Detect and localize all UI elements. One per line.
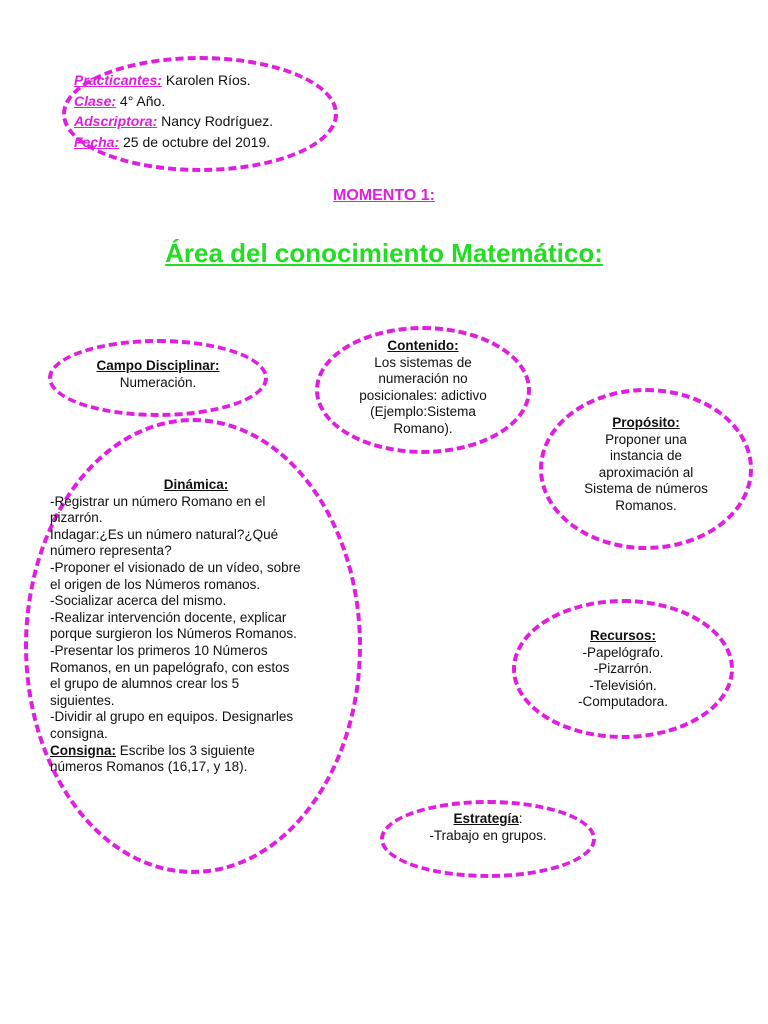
campo-title: Campo Disciplinar:	[96, 358, 220, 373]
recursos-box	[533, 628, 713, 711]
dinamica-line: -Registrar un número Romano en el	[50, 493, 266, 509]
dinamica-line: Indagar:¿Es un número natural?¿Qué	[50, 526, 279, 542]
contenido-line: numeración no	[378, 371, 468, 386]
clase-value: 4° Año.	[116, 92, 166, 109]
estrategia-heading	[398, 811, 578, 828]
dinamica-line: consigna.	[50, 725, 108, 741]
estrategia-title: Estrategía	[453, 811, 519, 826]
recursos-title: Recursos:	[589, 628, 657, 643]
consigna-line-2: números Romanos (16,17, y 18).	[50, 759, 248, 775]
area-title: Área del conocimiento Matemático:	[165, 238, 603, 268]
dinamica-line: -Realizar intervención docente, explicar	[50, 609, 287, 625]
practicantes-label: Practicantes:	[74, 72, 162, 88]
proposito-title: Propósito:	[612, 415, 680, 430]
dinamica-line: pizarrón.	[50, 510, 103, 526]
contenido-line: Los sistemas de	[374, 354, 472, 370]
recursos-item: -Pizarrón.	[593, 661, 653, 676]
consigna-text: Escribe los 3 siguiente	[116, 742, 255, 758]
dinamica-line: Romanos, en un papelógrafo, con estos	[50, 659, 290, 675]
recursos-item: -Papelógrafo.	[582, 644, 664, 660]
fecha-line	[74, 132, 270, 153]
contenido-line: Romano).	[393, 420, 453, 436]
fecha-value: 25 de octubre del 2019.	[119, 133, 271, 150]
proposito-line: Proponer una	[605, 431, 687, 447]
dinamica-line: porque surgieron los Números Romanos.	[50, 626, 297, 642]
consigna-line	[50, 743, 342, 760]
contenido-line: (Ejemplo:Sistema	[370, 404, 476, 419]
adscriptora-value: Nancy Rodríguez.	[157, 113, 274, 129]
recursos-item: -Computadora.	[577, 694, 669, 709]
campo-box	[68, 358, 248, 391]
dinamica-line: número representa?	[50, 543, 172, 559]
dinamica-line: -Presentar los primeros 10 Números	[50, 642, 268, 658]
contenido-title: Contenido:	[387, 338, 459, 353]
dinamica-line: -Dividir al grupo en equipos. Designarles	[50, 709, 294, 725]
campo-text: Numeración.	[119, 374, 197, 390]
dinamica-line: el origen de los Números romanos.	[50, 576, 261, 592]
estrategia-colon: :	[518, 811, 523, 826]
clase-line	[74, 91, 165, 112]
dinamica-line: siguientes.	[50, 692, 115, 708]
proposito-line: Romanos.	[615, 497, 677, 513]
contenido-box	[333, 338, 513, 437]
adscriptora-line	[74, 111, 273, 132]
practicantes-value: Karolen Ríos.	[161, 72, 251, 88]
dinamica-line: -Proponer el visionado de un vídeo, sobre	[50, 559, 301, 575]
dinamica-line: el grupo de alumnos crear los 5	[50, 676, 240, 692]
proposito-line: aproximación al	[598, 464, 694, 480]
fecha-label: Fecha:	[74, 133, 120, 150]
dinamica-line: -Socializar acerca del mismo.	[50, 593, 227, 609]
proposito-line: Sistema de números	[584, 481, 708, 496]
momento-title: MOMENTO 1:	[333, 187, 435, 204]
clase-label: Clase:	[74, 92, 117, 109]
dinamica-title: Dinámica:	[163, 477, 229, 492]
adscriptora-label: Adscriptora:	[74, 113, 158, 129]
proposito-box	[556, 415, 736, 514]
proposito-line: instancia de	[609, 448, 683, 463]
estrategia-text: -Trabajo en grupos.	[429, 827, 547, 843]
recursos-item: -Televisión.	[589, 677, 657, 693]
estrategia-box	[398, 811, 578, 844]
consigna-label: Consigna:	[50, 742, 116, 758]
contenido-line: posicionales: adictivo	[359, 387, 487, 403]
practicantes-line	[74, 70, 251, 91]
dinamica-box	[50, 477, 342, 776]
